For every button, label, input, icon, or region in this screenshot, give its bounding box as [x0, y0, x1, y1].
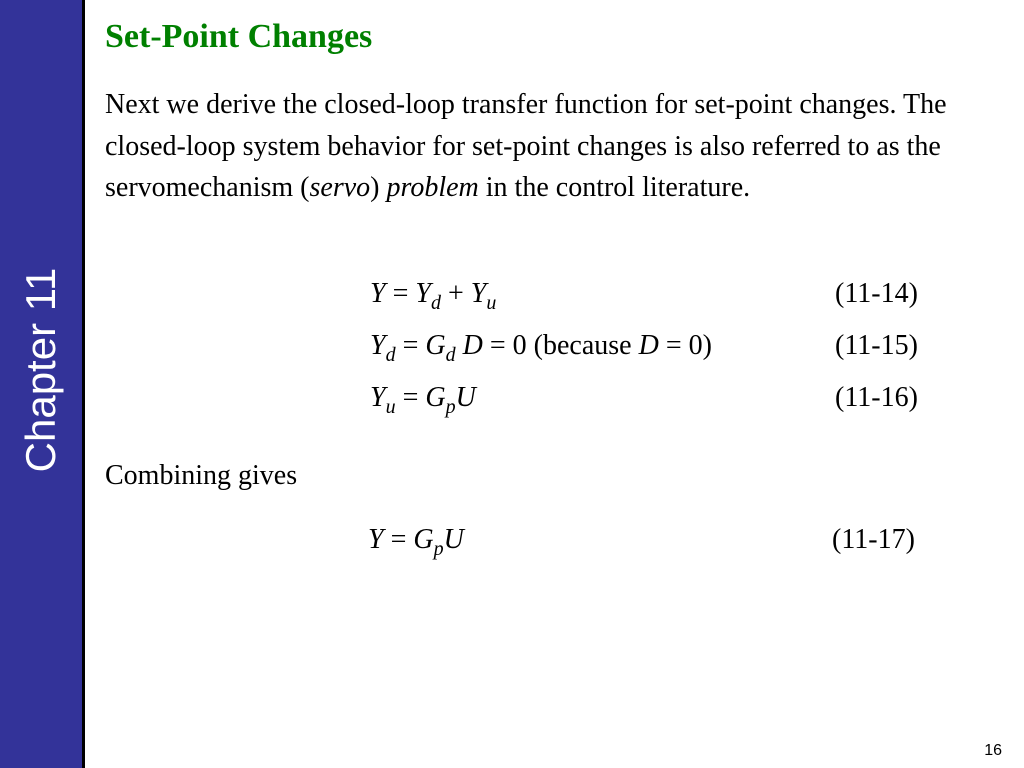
because-text: (because: [533, 330, 632, 361]
paragraph-text-3: in the control literature.: [478, 172, 751, 203]
because-close-paren: ): [702, 330, 712, 361]
slide-title: Set-Point Changes: [105, 18, 373, 55]
equation-number-11-14: (11-14): [835, 278, 918, 309]
equation-11-14: $Y = Y_d + Y_u$: [370, 278, 497, 314]
equation-number-11-17: (11-17): [832, 524, 915, 555]
intro-paragraph: [105, 84, 1015, 209]
equation-number-11-15: (11-15): [835, 330, 918, 361]
page-number: 16: [984, 742, 1002, 759]
paragraph-servo-term: servo: [309, 172, 371, 203]
equation-11-17: $Y = G_pU$: [368, 524, 464, 560]
equation-number-11-16: (11-16): [835, 382, 918, 413]
equation-11-15: $Y_d = G_d$ D = 0 (because D = 0): [370, 330, 712, 366]
combining-text: Combining gives: [105, 460, 298, 491]
paragraph-problem-term: problem: [386, 172, 479, 203]
chapter-label: Chapter 11: [17, 267, 64, 473]
paragraph-text-2: ): [370, 172, 387, 203]
chapter-sidebar: [0, 0, 85, 768]
paragraph-text-1: Next we derive the closed-loop transfer function for set-point changes. The closed-loop system behavior for set-point changes is also referred to as the servomechanism (: [105, 89, 947, 203]
equation-11-16: $Y_u = G_pU$: [370, 382, 476, 418]
